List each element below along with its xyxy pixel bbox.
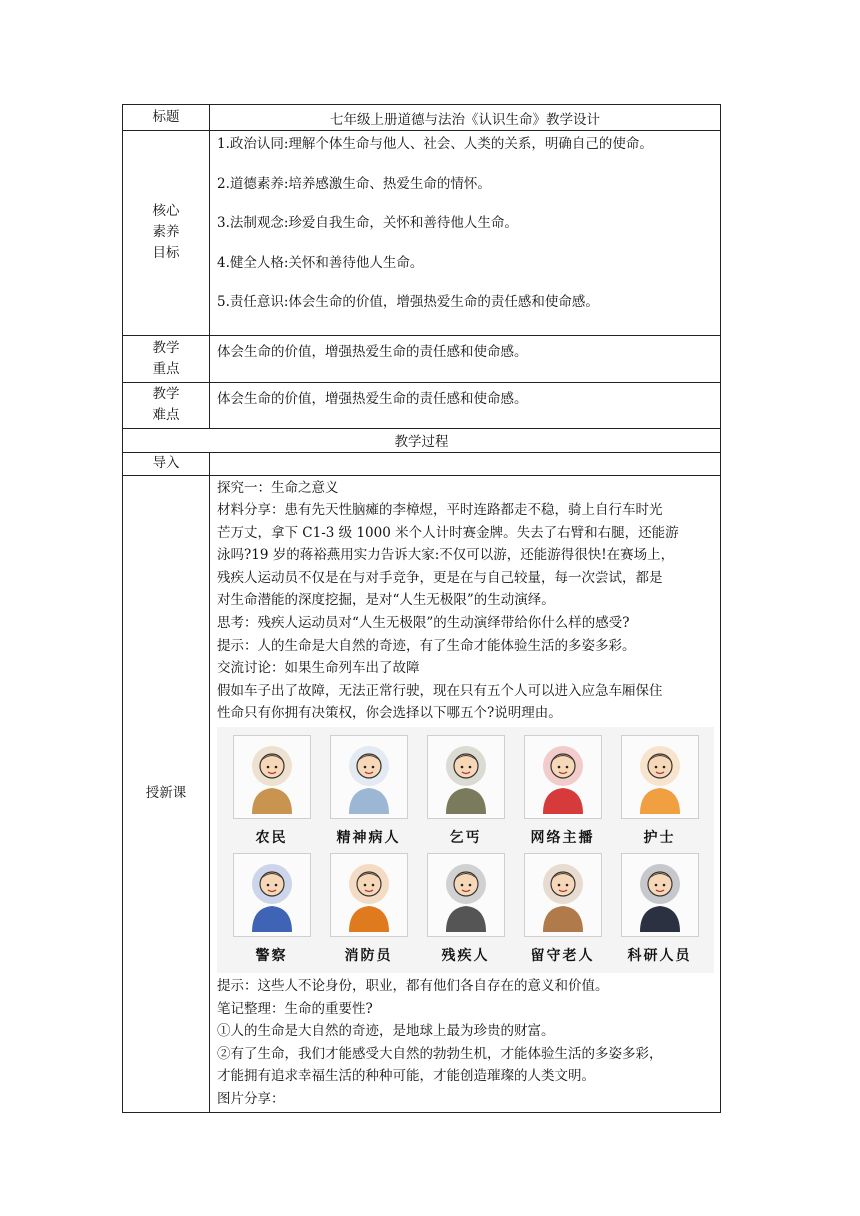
nurse-icon	[621, 735, 699, 819]
difficult-label	[123, 382, 210, 428]
elderly-icon	[524, 853, 602, 937]
difficult-row	[123, 382, 721, 428]
title-row	[123, 105, 721, 131]
person-card	[611, 849, 708, 967]
newlesson-label: 授新课	[123, 475, 210, 1112]
key-label-line: 重点	[152, 360, 180, 377]
core-row	[123, 131, 721, 336]
person-card	[514, 731, 611, 849]
person-caption: 农民	[255, 830, 288, 847]
title-value: 七年级上册道德与法治《认识生命》教学设计	[210, 105, 721, 131]
difficult-label-line: 难点	[152, 407, 180, 423]
material-line: 泳吗?19 岁的蒋裕燕用实力告诉大家:不仅可以游，还能游得很快!在赛场上，	[217, 547, 675, 564]
streamer-icon	[524, 735, 602, 819]
core-goal-item: 5.责任意识:体会生命的价值，增强热爱生命的责任感和使命感。	[217, 294, 599, 310]
disabled-person-icon	[427, 853, 505, 937]
person-card	[417, 849, 514, 967]
process-row	[123, 428, 721, 452]
core-label-line: 目标	[152, 245, 180, 262]
intro-value	[210, 452, 721, 475]
key-value: 体会生命的价值，增强热爱生命的责任感和使命感。	[210, 335, 721, 382]
person-caption: 科研人员	[627, 948, 692, 965]
newlesson-content	[210, 475, 721, 1112]
person-caption: 乞丐	[449, 830, 482, 847]
core-label-line: 核心	[152, 203, 180, 220]
person-card	[611, 731, 708, 849]
person-card	[514, 849, 611, 967]
core-goals	[210, 131, 721, 336]
key-label-line: 教学	[152, 339, 180, 356]
person-caption: 警察	[255, 948, 288, 965]
person-card	[223, 731, 320, 849]
difficult-label-line: 教学	[152, 386, 180, 402]
discussion-title: 交流讨论：如果生命列车出了故障	[217, 660, 420, 677]
hint-text: 提示：人的生命是大自然的奇迹，有了生命才能体验生活的多姿多彩。	[217, 637, 636, 654]
person-caption: 消防员	[344, 948, 393, 965]
note-item: ②有了生命，我们才能感受大自然的勃勃生机，才能体验生活的多姿多彩，	[217, 1045, 663, 1062]
discussion-line: 假如车子出了故障，无法正常行驶，现在只有五个人可以进入应急车厢保住	[217, 682, 663, 699]
difficult-value: 体会生命的价值，增强热爱生命的责任感和使命感。	[210, 382, 721, 428]
intro-label: 导入	[123, 452, 210, 475]
researcher-icon	[621, 853, 699, 937]
farmer-icon	[233, 735, 311, 819]
people-illustration-grid	[217, 727, 714, 973]
note-item: ①人的生命是大自然的奇迹，是地球上最为珍贵的财富。	[217, 1023, 555, 1040]
person-card	[320, 731, 417, 849]
material-line: 材料分享：患有先天性脑瘫的李樟煜，平时连路都走不稳，骑上自行车时光	[217, 502, 663, 519]
discussion-line: 性命只有你拥有决策权，你会选择以下哪五个?说明理由。	[217, 705, 562, 722]
core-goal-item: 3.法制观念:珍爱自我生命，关怀和善待他人生命。	[217, 215, 518, 231]
core-goal-item: 1.政治认同:理解个体生命与他人、社会、人类的关系，明确自己的使命。	[217, 136, 653, 152]
core-goal-item: 4.健全人格:关怀和善待他人生命。	[217, 254, 424, 271]
material-line: 芒万丈，拿下 C1-3 级 1000 米个人计时赛金牌。失去了右臂和右腿，还能游	[217, 524, 679, 541]
person-caption: 精神病人	[336, 830, 401, 847]
note-title: 笔记整理：生命的重要性?	[217, 1000, 373, 1017]
material-line: 残疾人运动员不仅是在与对手竞争，更是在与自己较量，每一次尝试，都是	[217, 569, 663, 586]
person-caption: 护士	[643, 830, 676, 847]
newlesson-row	[123, 475, 721, 1112]
note-item: 才能拥有追求幸福生活的种种可能，才能创造璀璨的人类文明。	[217, 1068, 595, 1085]
key-label	[123, 335, 210, 382]
core-label	[123, 131, 210, 336]
person-caption: 留守老人	[530, 948, 595, 965]
intro-row	[123, 452, 721, 475]
beggar-icon	[427, 735, 505, 819]
think-question: 思考：残疾人运动员对“人生无极限”的生动演绎带给你什么样的感受?	[217, 615, 630, 632]
lesson-plan-table	[122, 104, 721, 1113]
title-label: 标题	[123, 105, 210, 131]
person-card	[417, 731, 514, 849]
hint-text: 提示：这些人不论身份，职业，都有他们各自存在的意义和价值。	[217, 978, 609, 995]
person-card	[320, 849, 417, 967]
core-goal-item: 2.道德素养:培养感激生命、热爱生命的情怀。	[217, 175, 491, 192]
person-caption: 网络主播	[530, 830, 595, 847]
person-card	[223, 849, 320, 967]
process-heading: 教学过程	[123, 428, 721, 452]
core-label-line: 素养	[152, 224, 180, 241]
firefighter-icon	[330, 853, 408, 937]
patient-icon	[330, 735, 408, 819]
key-row	[123, 335, 721, 382]
explore-title: 探究一：生命之意义	[217, 479, 339, 496]
person-caption: 残疾人	[441, 948, 490, 965]
picture-share: 图片分享：	[217, 1091, 285, 1107]
police-icon	[233, 853, 311, 937]
material-line: 对生命潜能的深度挖掘，是对“人生无极限”的生动演绎。	[217, 592, 555, 609]
